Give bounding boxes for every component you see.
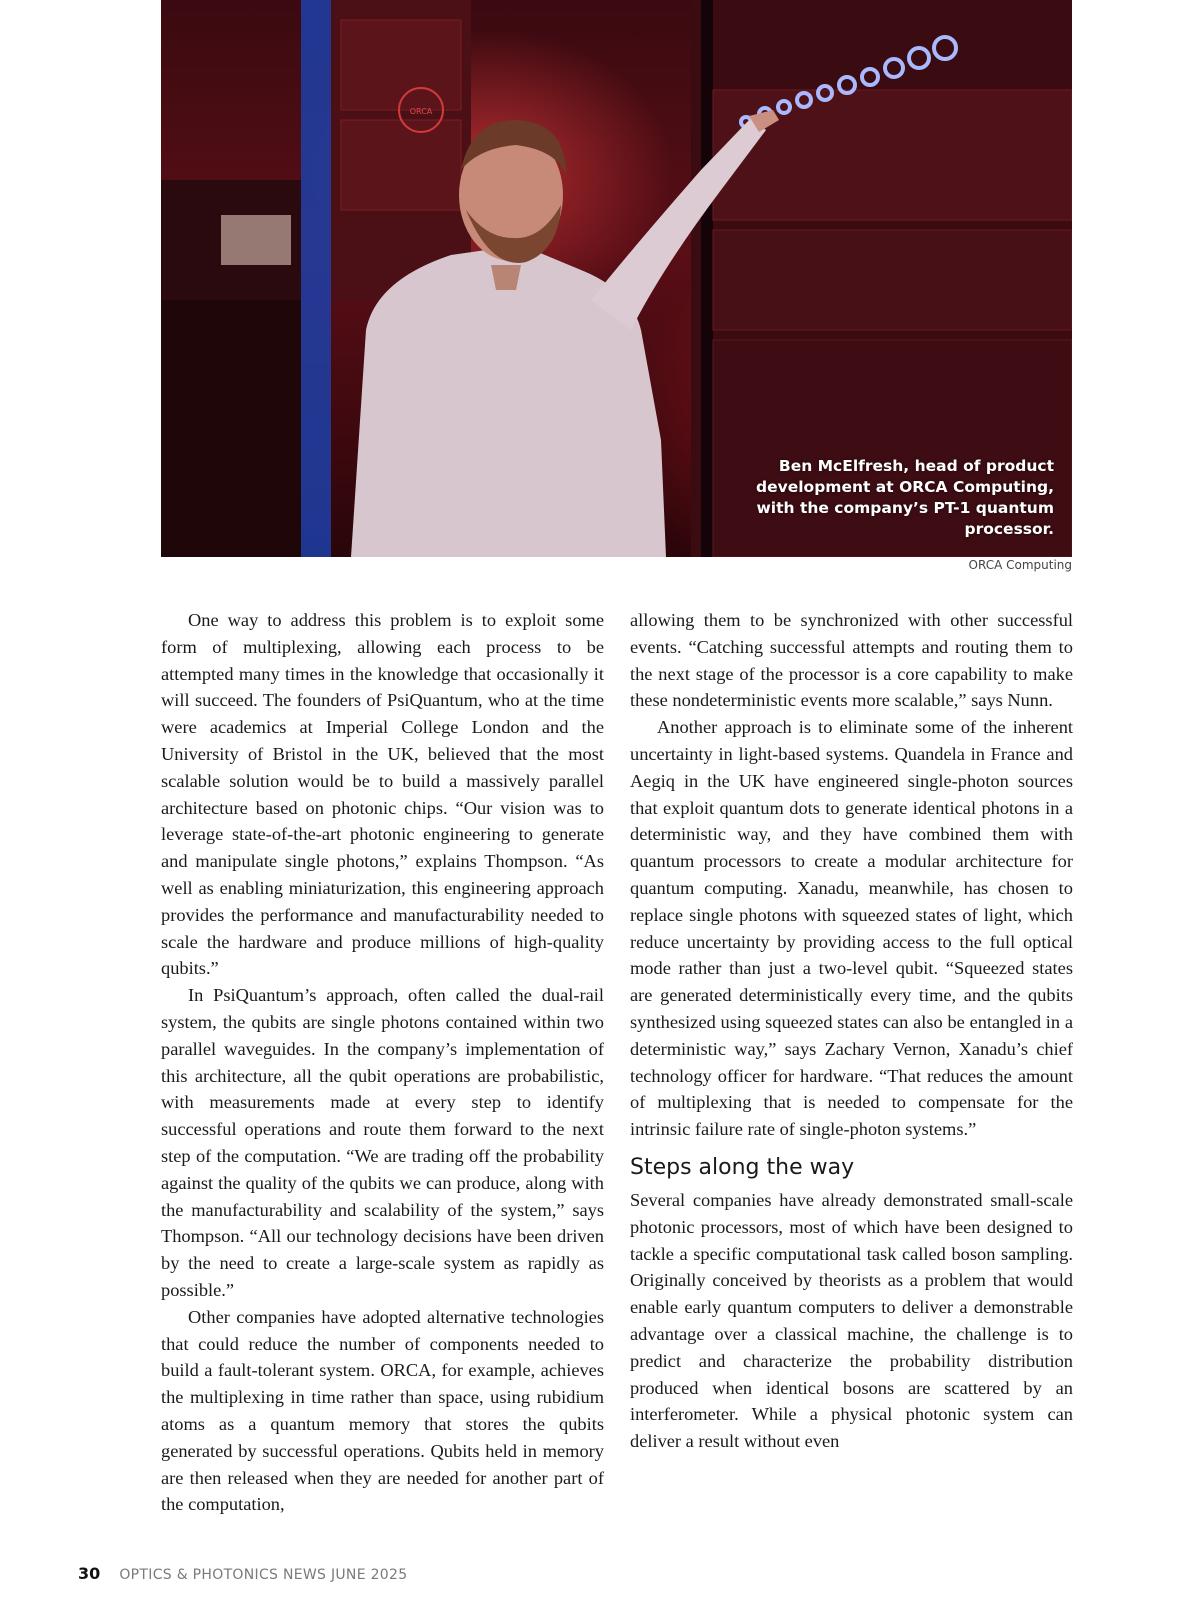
publication-name: OPTICS & PHOTONICS NEWS JUNE 2025	[119, 1567, 408, 1583]
rack-logo: ORCA	[409, 107, 433, 116]
paragraph-continuation: allowing them to be synchronized with other successful events. “Catching successful attempts and routing them to the next stage of the processor is a core capability to make these nondeterministic events more scalable,” says Nunn.	[630, 610, 1073, 711]
right-column	[630, 607, 1073, 1455]
photo-caption: Ben McElfresh, head of product development at ORCA Computing, with the company’s PT-1 quantum processor.	[756, 457, 1054, 538]
photo-credit: ORCA Computing	[968, 558, 1072, 572]
page-footer	[78, 1564, 407, 1583]
paragraph: Another approach is to eliminate some of the inherent uncertainty in light-based systems. Quandela in France and Aegiq in the UK have engineered single-photon sources that exploit quantum dots to generate identical photons in a deterministic way, and they have combined them with quantum processors to create a modular architecture for quantum computing. Xanadu, meanwhile, has chosen to replace single photons with squeezed states of light, which reduce uncertainty by providing access to the full optical mode rather than just a two-level qubit. “Squeezed states are generated deterministically every time, and the qubits synthesized using squeezed states can also be entangled in a deterministic way,” says Zachary Vernon, Xanadu’s chief technology officer for hardware. “That reduces the amount of multiplexing that is needed to compensate for the intrinsic failure rate of single-photon systems.”	[630, 717, 1073, 1140]
paragraph: Several companies have already demonstrated small-scale photonic processors, most of which have been designed to tackle a specific computational task called boson sampling. Originally conceived by theorists as a problem that would enable early quantum computers to deliver a demonstrable advantage over a classical machine, the challenge is to predict and characterize the probability distribution produced when identical bosons are scattered by an interferometer. While a physical photonic system can deliver a result without even	[630, 1189, 1073, 1452]
left-column	[161, 607, 604, 1518]
paragraph: One way to address this problem is to exploit some form of multiplexing, allowing each process to be attempted many times in the knowledge that occasionally it will succeed. The founders of PsiQuantum, who at the time were academics at Imperial College London and the University of Bristol in the UK, believed that the most scalable solution would be to build a massively parallel architecture based on photonic chips. “Our vision was to leverage state-of-the-art photonic engineering to generate and manipulate single photons,” explains Thompson. “As well as enabling miniaturization, this engineering approach provides the performance and manufacturability needed to scale the hardware and produce millions of high-quality qubits.”	[161, 610, 604, 979]
hero-photo	[161, 0, 1072, 557]
paragraph: In PsiQuantum’s approach, often called the dual-rail system, the qubits are single photons contained within two parallel waveguides. In the company’s implementation of this architecture, all the qubit operations are probabilistic, with measurements made at every step to identify successful operations and route them forward to the next step of the computation. “We are trading off the probability against the quality of the qubits we can produce, along with the manufacturability and scalability of the system,” says Thompson. “All our technology decisions have been driven by the need to create a large-scale system as rapidly as possible.”	[161, 985, 604, 1300]
page-number: 30	[78, 1564, 101, 1583]
paragraph: Other companies have adopted alternative technologies that could reduce the number of components needed to build a fault-tolerant system. ORCA, for example, achieves the multiplexing in time rather than space, using rubidium atoms as a quantum memory that stores the qubits generated by successful operations. Qubits held in memory are then released when they are needed for another part of the computation,	[161, 1306, 604, 1515]
section-heading: Steps along the way	[630, 1154, 855, 1180]
